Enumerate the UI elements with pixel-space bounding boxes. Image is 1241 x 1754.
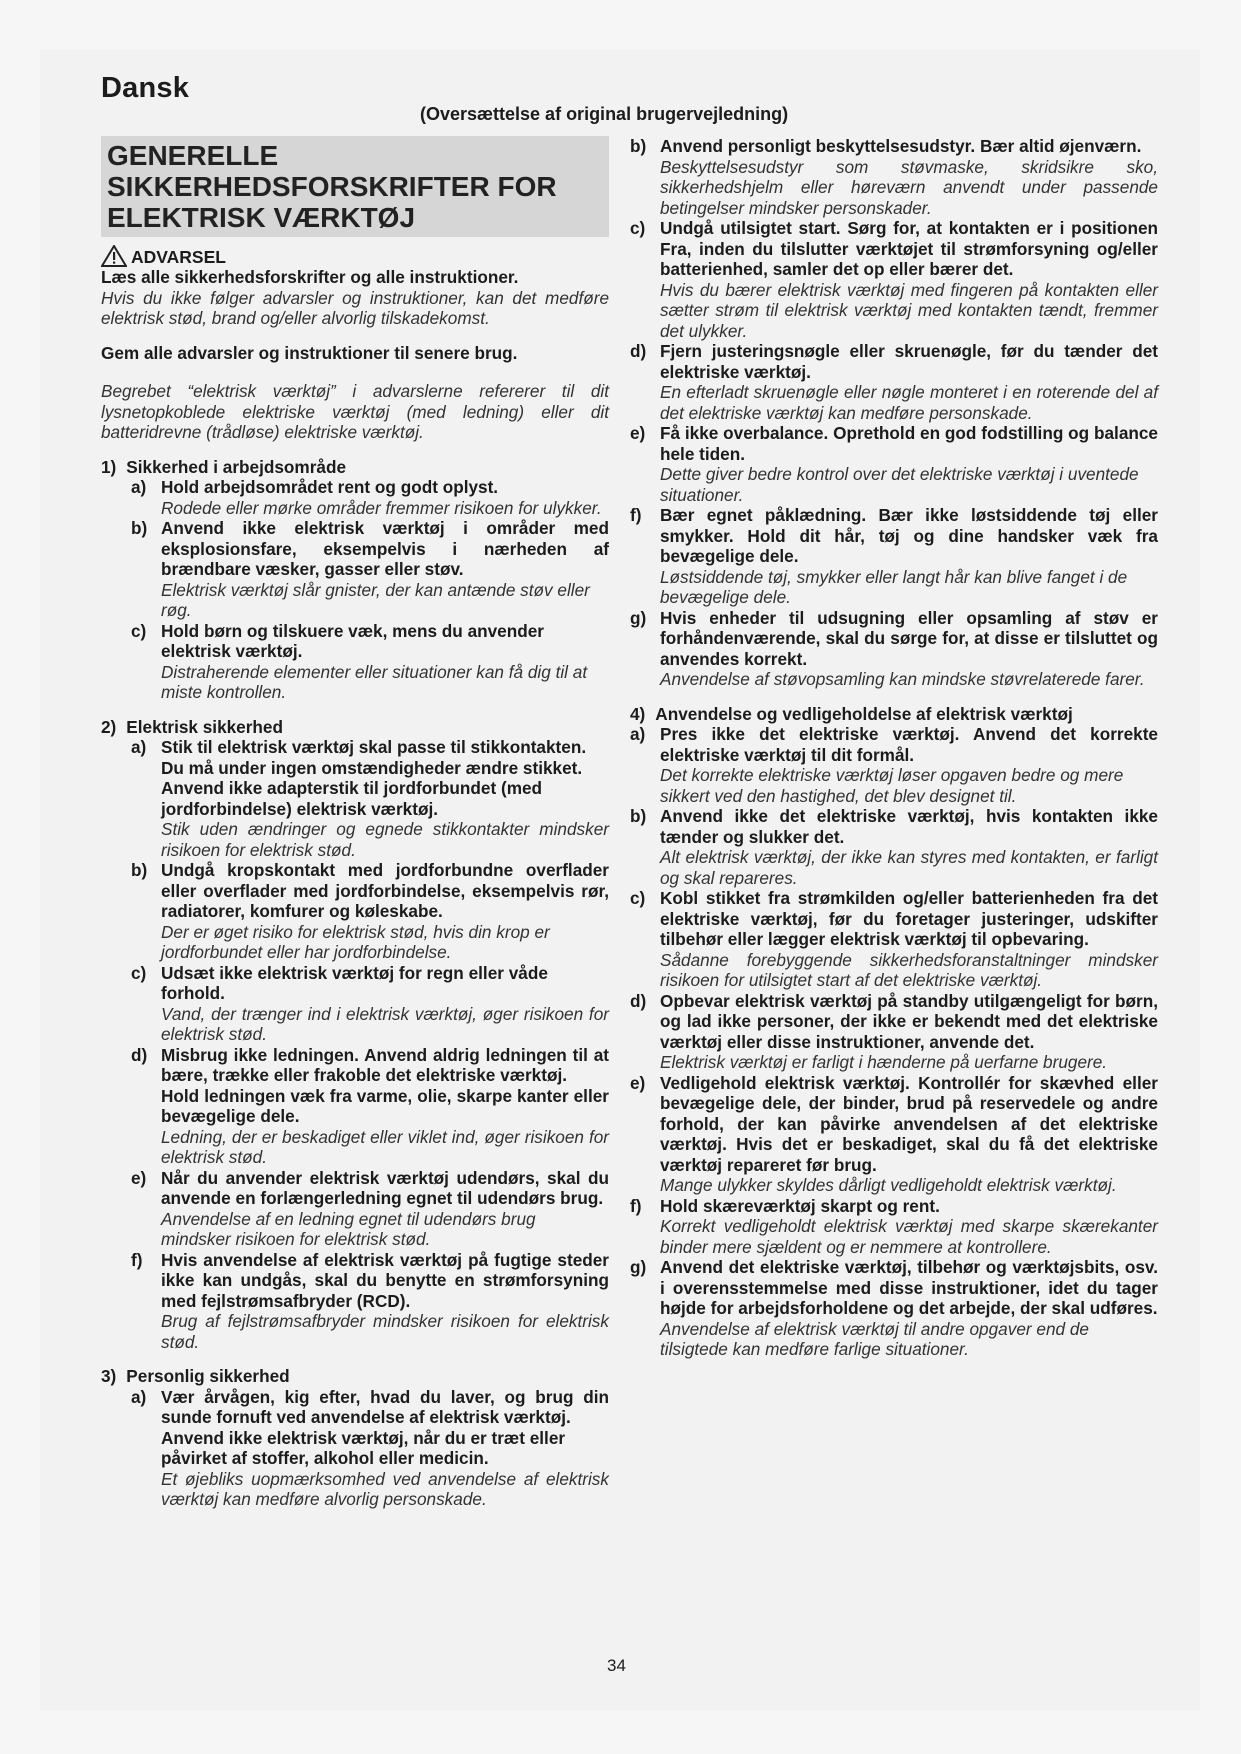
item-label: b) (131, 860, 148, 880)
item-bold-text-2: Hold ledningen væk fra varme, olie, skarpe kanter eller bevægelige dele. (161, 1085, 609, 1126)
list-item (630, 806, 1158, 888)
list-item (630, 505, 1158, 608)
item-label: f) (630, 505, 642, 525)
section-3 (101, 1366, 609, 1510)
warning-italic-text: Hvis du ikke følger advarsler og instruktioner, kan det medføre elektrisk stød, brand og/eller alvorlig tilskadekomst. (101, 287, 609, 328)
item-bold-text: Opbevar elektrisk værktøj på standby utilgængeligt for børn, og lad ikke personer, der ikke er bekendt med det elektriske værktøj eller disse instruktioner, anvende det. (660, 990, 1158, 1052)
list-item (131, 860, 609, 963)
item-italic-text: Vand, der trænger ind i elektrisk værktøj, øger risikoen for elektrisk stød. (161, 1003, 609, 1044)
list-item (630, 1073, 1158, 1196)
item-bold-text: Hold arbejdsområdet rent og godt oplyst. (161, 477, 499, 497)
list-item (131, 963, 609, 1045)
list-item (131, 1387, 609, 1510)
section-title: Sikkerhed i arbejdsområde (126, 456, 347, 477)
section-number: 4) (630, 703, 646, 724)
item-italic-text: Sådanne forebyggende sikkerhedsforanstaltninger mindsker risikoen for utilsigtet start af det elektriske værktøj. (660, 949, 1158, 990)
item-label: c) (630, 888, 646, 908)
section-title: Personlig sikkerhed (126, 1366, 290, 1386)
language-heading: Dansk (101, 72, 190, 104)
item-italic-text: Hvis du bærer elektrisk værktøj med fingeren på kontakten eller sætter strøm til elektrisk værktøj med kontakten tændt, fremmer det ulykker. (660, 279, 1158, 341)
section-number: 2) (101, 716, 117, 737)
item-italic-text: Rodede eller mørke områder fremmer risikoen for ulykker. (161, 497, 602, 518)
item-italic-text: Det korrekte elektriske værktøj løser opgaven bedre og mere sikkert ved den hastighed, det blev designet til. (660, 765, 1124, 806)
item-label: e) (630, 423, 646, 443)
item-bold-text: Fjern justeringsnøgle eller skruenøgle, før du tænder det elektriske værktøj. (660, 341, 1158, 382)
item-label: d) (630, 990, 647, 1011)
item-italic-text: Distraherende elementer eller situationer kan få dig til at miste kontrollen. (161, 661, 588, 702)
translation-subtitle: (Oversættelse af original brugervejledning) (420, 104, 789, 124)
item-bold-text: Kobl stikket fra strømkilden og/eller batterienheden fra det elektriske værktøj, før du foretager justeringer, udskifter tilbehør eller lægger elektrisk værktøj til opbevaring. (660, 888, 1158, 949)
item-italic-text: Anvendelse af elektrisk værktøj til andre opgaver end de tilsigtede kan medføre farlige situationer. (660, 1318, 1089, 1359)
list-item (630, 218, 1158, 341)
item-italic-text: Ledning, der er beskadiget eller viklet ind, øger risikoen for elektrisk stød. (161, 1126, 609, 1167)
warning-heading (101, 245, 609, 267)
item-italic-text: Beskyttelsesudstyr som støvmaske, skridsikre sko, sikkerhedshjelm eller høreværn anvendt under passende betingelser mindsker personskader. (660, 156, 1158, 218)
section-title: Anvendelse og vedligeholdelse af elektrisk værktøj (655, 703, 1073, 724)
item-bold-text: Anvend personligt beskyttelsesudstyr. Bær altid øjenværn. (660, 136, 1142, 156)
item-bold-text-2: Anvend ikke elektrisk værktøj, når du er træt eller påvirket af stoffer, alkohol eller medicin. (161, 1427, 566, 1468)
item-label: a) (131, 477, 147, 497)
list-item (131, 737, 609, 860)
item-italic-text: Dette giver bedre kontrol over det elektriske værktøj i uventede situationer. (660, 464, 1139, 505)
item-label: a) (630, 724, 646, 744)
item-bold-text: Anvend det elektriske værktøj, tilbehør og værktøjsbits, osv. i overensstemmelse med disse instruktioner, idet du tager højde for arbejdsforholdene og det arbejde, der skal udføres. (660, 1257, 1158, 1318)
item-italic-text: Et øjebliks uopmærksomhed ved anvendelse af elektrisk værktøj kan medføre alvorlig personskade. (161, 1468, 609, 1509)
item-italic-text: Stik uden ændringer og egnede stikkontakter mindsker risikoen for elektrisk stød. (161, 819, 609, 860)
item-label: c) (630, 218, 646, 238)
item-italic-text: Brug af fejlstrømsafbryder mindsker risikoen for elektrisk stød. (161, 1311, 609, 1352)
item-bold-text: Hvis anvendelse af elektrisk værktøj på fugtige steder ikke kan undgås, skal du benytte en strømforsyning med fejlstrømsafbryder (RCD). (161, 1249, 609, 1311)
item-italic-text: Alt elektrisk værktøj, der ikke kan styres med kontakten, er farligt og skal repareres. (660, 847, 1158, 888)
list-item (131, 477, 609, 518)
item-bold-text: Misbrug ikke ledningen. Anvend aldrig ledningen til at bære, trække eller frakoble det elektriske værktøj. (161, 1044, 609, 1085)
list-item (630, 1257, 1158, 1360)
list-item (630, 341, 1158, 423)
left-column (101, 136, 609, 1510)
item-bold-text: Hvis enheder til udsugning eller opsamling af støv er forhåndenværende, skal du sørge for, at disse er tilsluttet og anvendes korrekt. (660, 607, 1158, 669)
list-item (630, 608, 1158, 690)
list-item (131, 518, 609, 621)
item-italic-text: Anvendelse af en ledning egnet til udendørs brug mindsker risikoen for elektrisk stød. (161, 1208, 536, 1249)
item-italic-text: Korrekt vedligeholdt elektrisk værktøj med skarpe skærekanter binder mere sjældent og er nemmere at kontrollere. (660, 1216, 1158, 1257)
item-bold-text: Pres ikke det elektriske værktøj. Anvend det korrekte elektriske værktøj til dit formål. (660, 724, 1158, 765)
warning-bold-text: Læs alle sikkerhedsforskrifter og alle instruktioner. (101, 267, 519, 287)
item-label: e) (630, 1072, 646, 1093)
list-item (131, 1250, 609, 1353)
item-bold-text: Hold børn og tilskuere væk, mens du anvender elektrisk værktøj. (161, 620, 544, 661)
section-heading (101, 717, 609, 738)
list-item (630, 136, 1158, 218)
section-title: Elektrisk sikkerhed (126, 716, 283, 737)
item-italic-text: Løstsiddende tøj, smykker eller langt hår kan blive fanget i de bevægelige dele. (660, 566, 1128, 607)
section-heading (630, 704, 1158, 725)
item-bold-text: Stik til elektrisk værktøj skal passe til stikkontakten. Du må under ingen omstændigheder ændre stikket. Anvend ikke adapterstik til jordforbundet (med jordforbindelse) elektrisk værktøj. (161, 737, 587, 819)
list-item (630, 724, 1158, 806)
list-item (630, 888, 1158, 991)
item-label: f) (131, 1249, 143, 1270)
item-label: g) (630, 1257, 647, 1277)
item-italic-text: Der er øget risiko for elektrisk stød, hvis din krop er jordforbundet eller har jordforbindelse. (161, 921, 550, 962)
item-italic-text: Anvendelse af støvopsamling kan mindske støvrelaterede farer. (660, 669, 1145, 689)
item-italic-text: En efterladt skruenøgle eller nøgle monteret i en roterende del af det elektriske værktøj kan medføre personskade. (660, 382, 1158, 423)
item-italic-text: Elektrisk værktøj slår gnister, der kan antænde støv eller røg. (161, 579, 590, 620)
item-bold-text: Vedligehold elektrisk værktøj. Kontrollér for skævhed eller bevægelige dele, der binder, brud på reservedele og andre forhold, der kan påvirke anvendelsen af det elektriske værktøj. Hvis det er beskadiget, skal du få det elektriske værktøj repareret før brug. (660, 1072, 1158, 1175)
section-4 (630, 704, 1158, 1360)
list-item (630, 423, 1158, 505)
section-number: 1) (101, 456, 117, 477)
item-label: b) (630, 136, 647, 156)
item-label: d) (630, 341, 647, 361)
warning-save-text: Gem alle advarsler og instruktioner til senere brug. (101, 342, 518, 363)
warning-label: ADVARSEL (131, 246, 226, 267)
item-bold-text: Hold skæreværktøj skarpt og rent. (660, 1195, 940, 1216)
list-item (630, 1196, 1158, 1258)
list-item (131, 621, 609, 703)
item-label: g) (630, 607, 647, 628)
document-title: GENERELLE SIKKERHEDSFORSKRIFTER FOR ELEKTRISK VÆRKTØJ (101, 136, 609, 237)
list-item (630, 991, 1158, 1073)
section-heading (101, 1366, 609, 1387)
item-label: a) (131, 1386, 147, 1407)
item-italic-text: Elektrisk værktøj er farligt i hænderne på uerfarne brugere. (660, 1052, 1108, 1072)
item-label: c) (131, 620, 147, 641)
item-bold-text: Anvend ikke elektrisk værktøj i områder med eksplosionsfare, eksempelvis i nærheden af brændbare væsker, gasser eller støv. (161, 518, 609, 579)
item-label: d) (131, 1044, 148, 1065)
item-bold-text: Undgå kropskontakt med jordforbundne overflader eller overflader med jordforbindelse, eksempelvis rør, radiatorer, komfurer og køleskabe. (161, 860, 609, 921)
definition-text: Begrebet “elektrisk værktøj” i advarslerne refererer til dit lysnetopkoblede elektriske værktøj (med ledning) eller dit batteridrevne (trådløse) elektriske værktøj. (101, 381, 609, 442)
section-2 (101, 717, 609, 1353)
section-1 (101, 457, 609, 703)
item-bold-text: Udsæt ikke elektrisk værktøj for regn eller våde forhold. (161, 962, 548, 1003)
list-item (131, 1168, 609, 1250)
item-label: e) (131, 1167, 147, 1188)
warning-triangle-icon (101, 245, 127, 267)
page-number: 34 (607, 1656, 626, 1675)
list-item (131, 1045, 609, 1168)
item-label: f) (630, 1195, 642, 1216)
item-italic-text: Mange ulykker skyldes dårligt vedligeholdt elektrisk værktøj. (660, 1175, 1117, 1195)
item-label: b) (630, 806, 647, 826)
item-label: b) (131, 518, 148, 538)
right-column (630, 136, 1158, 1360)
item-bold-text: Undgå utilsigtet start. Sørg for, at kontakten er i positionen Fra, inden du tilslutter værktøjet til strømforsyning og/eller batterienhed, samler det op eller bærer det. (660, 218, 1158, 279)
item-label: a) (131, 737, 147, 757)
section-number: 3) (101, 1366, 117, 1386)
item-bold-text: Når du anvender elektrisk værktøj udendørs, skal du anvende en forlængerledning egnet til udendørs brug. (161, 1167, 609, 1208)
item-bold-text: Få ikke overbalance. Oprethold en god fodstilling og balance hele tiden. (660, 423, 1158, 464)
item-label: c) (131, 962, 147, 983)
section-heading (101, 457, 609, 478)
item-bold-text: Anvend ikke det elektriske værktøj, hvis kontakten ikke tænder og slukker det. (660, 806, 1158, 847)
item-bold-text: Bær egnet påklædning. Bær ikke løstsiddende tøj eller smykker. Hold dit hår, tøj og dine handsker væk fra bevægelige dele. (660, 505, 1158, 566)
item-bold-text: Vær årvågen, kig efter, hvad du laver, og brug din sunde fornuft ved anvendelse af elektrisk værktøj. (161, 1386, 609, 1427)
